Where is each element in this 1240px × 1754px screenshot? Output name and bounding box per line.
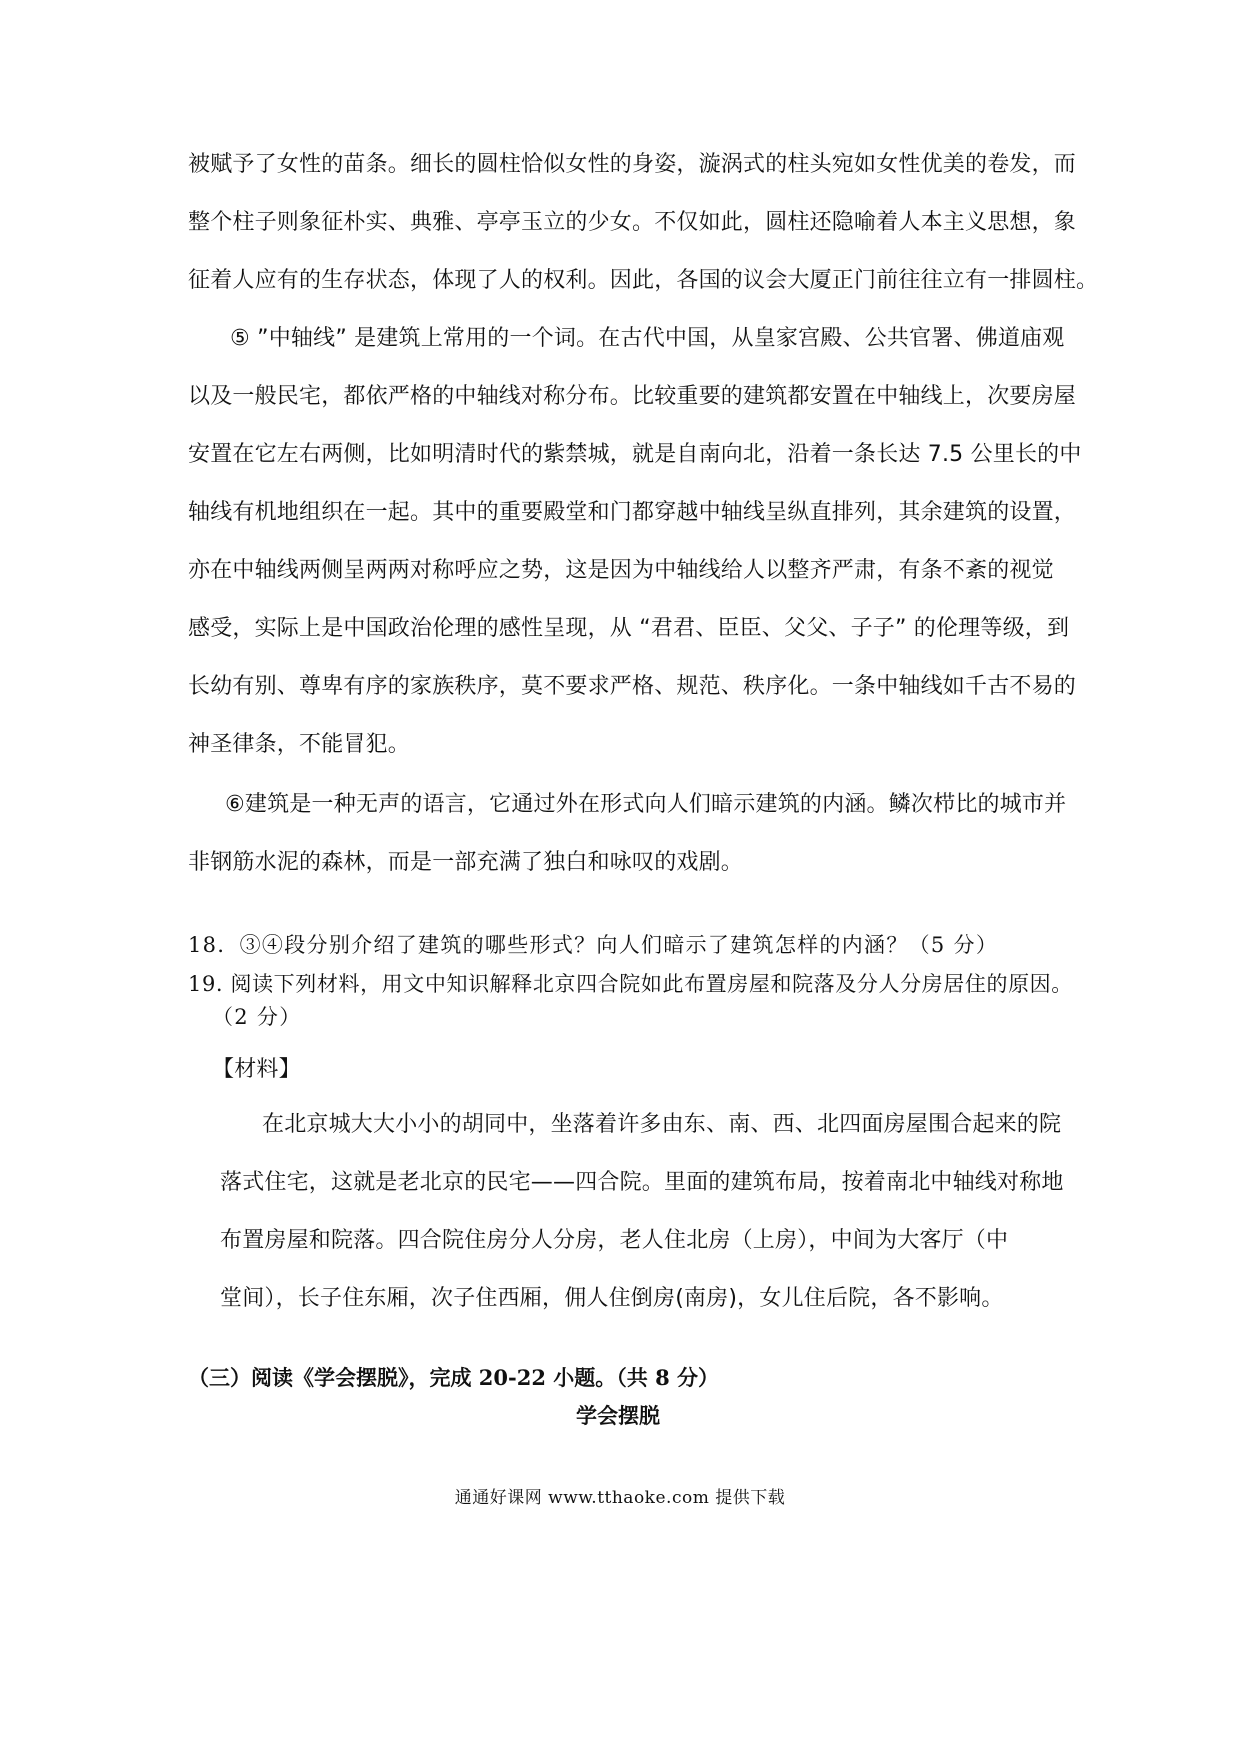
passage-line: 以及一般民宅，都依严格的中轴线对称分布。比较重要的建筑都安置在中轴线上，次要房屋 (188, 384, 1077, 409)
passage-line: 征着人应有的生存状态，体现了人的权利。因此，各国的议会大厦正门前往往立有一排圆柱。 (188, 268, 1099, 293)
material-line: 落式住宅，这就是老北京的民宅——四合院。里面的建筑布局，按着南北中轴线对称地 (220, 1170, 1064, 1195)
question-19-points: （2 分） (212, 1005, 302, 1029)
material-line: 布置房屋和院落。四合院住房分人分房，老人住北房（上房），中间为大客厅（中 (220, 1228, 1009, 1253)
passage-line: 安置在它左右两侧，比如明清时代的紫禁城，就是自南向北，沿着一条长达 7.5 公里长的中 (188, 442, 1082, 467)
passage-line: 非钢筋水泥的森林，而是一部充满了独白和咏叹的戏剧。 (188, 850, 744, 875)
passage-line: 神圣律条，不能冒犯。 (188, 732, 411, 757)
passage-line: 被赋予了女性的苗条。细长的圆柱恰似女性的身姿，漩涡式的柱头宛如女性优美的卷发，而 (188, 152, 1077, 177)
page-footer: 通通好课网 www.tthaoke.com 提供下载 (454, 1488, 786, 1508)
passage-line: 长幼有别、尊卑有序的家族秩序，莫不要求严格、规范、秩序化。一条中轴线如千古不易的 (188, 674, 1077, 699)
passage-line: 整个柱子则象征朴实、典雅、亭亭玉立的少女。不仅如此，圆柱还隐喻着人本主义思想，象 (188, 210, 1077, 235)
passage-line: 轴线有机地组织在一起。其中的重要殿堂和门都穿越中轴线呈纵直排列，其余建筑的设置， (188, 500, 1077, 525)
passage-line: 感受，实际上是中国政治伦理的感性呈现，从 “君君、臣臣、父父、子子” 的伦理等级，到 (188, 616, 1070, 641)
question-19: 19. 阅读下列材料，用文中知识解释北京四合院如此布置房屋和院落及分人分房居住的原因。 (188, 972, 1073, 996)
passage-paragraph-6-start: ⑥建筑是一种无声的语言，它通过外在形式向人们暗示建筑的内涵。鳞次栉比的城市并 (225, 792, 1067, 817)
material-line: 堂间），长子住东厢，次子住西厢，佣人住倒房(南房)，女儿住后院，各不影响。 (220, 1286, 1004, 1311)
material-line: 在北京城大大小小的胡同中，坐落着许多由东、南、西、北四面房屋围合起来的院 (262, 1112, 1062, 1137)
question-18: 18．③④段分别介绍了建筑的哪些形式？向人们暗示了建筑怎样的内涵？（5 分） (188, 933, 999, 957)
section-3-heading: （三）阅读《学会摆脱》，完成 20-22 小题。（共 8 分） (188, 1365, 720, 1390)
material-label: 【材料】 (212, 1057, 301, 1082)
passage-line: 亦在中轴线两侧呈两两对称呼应之势，这是因为中轴线给人以整齐严肃，有条不紊的视觉 (188, 558, 1054, 583)
passage-paragraph-5-start: ⑤ ”中轴线” 是建筑上常用的一个词。在古代中国，从皇家宫殿、公共官署、佛道庙观 (230, 326, 1065, 351)
article-title: 学会摆脱 (576, 1403, 660, 1428)
